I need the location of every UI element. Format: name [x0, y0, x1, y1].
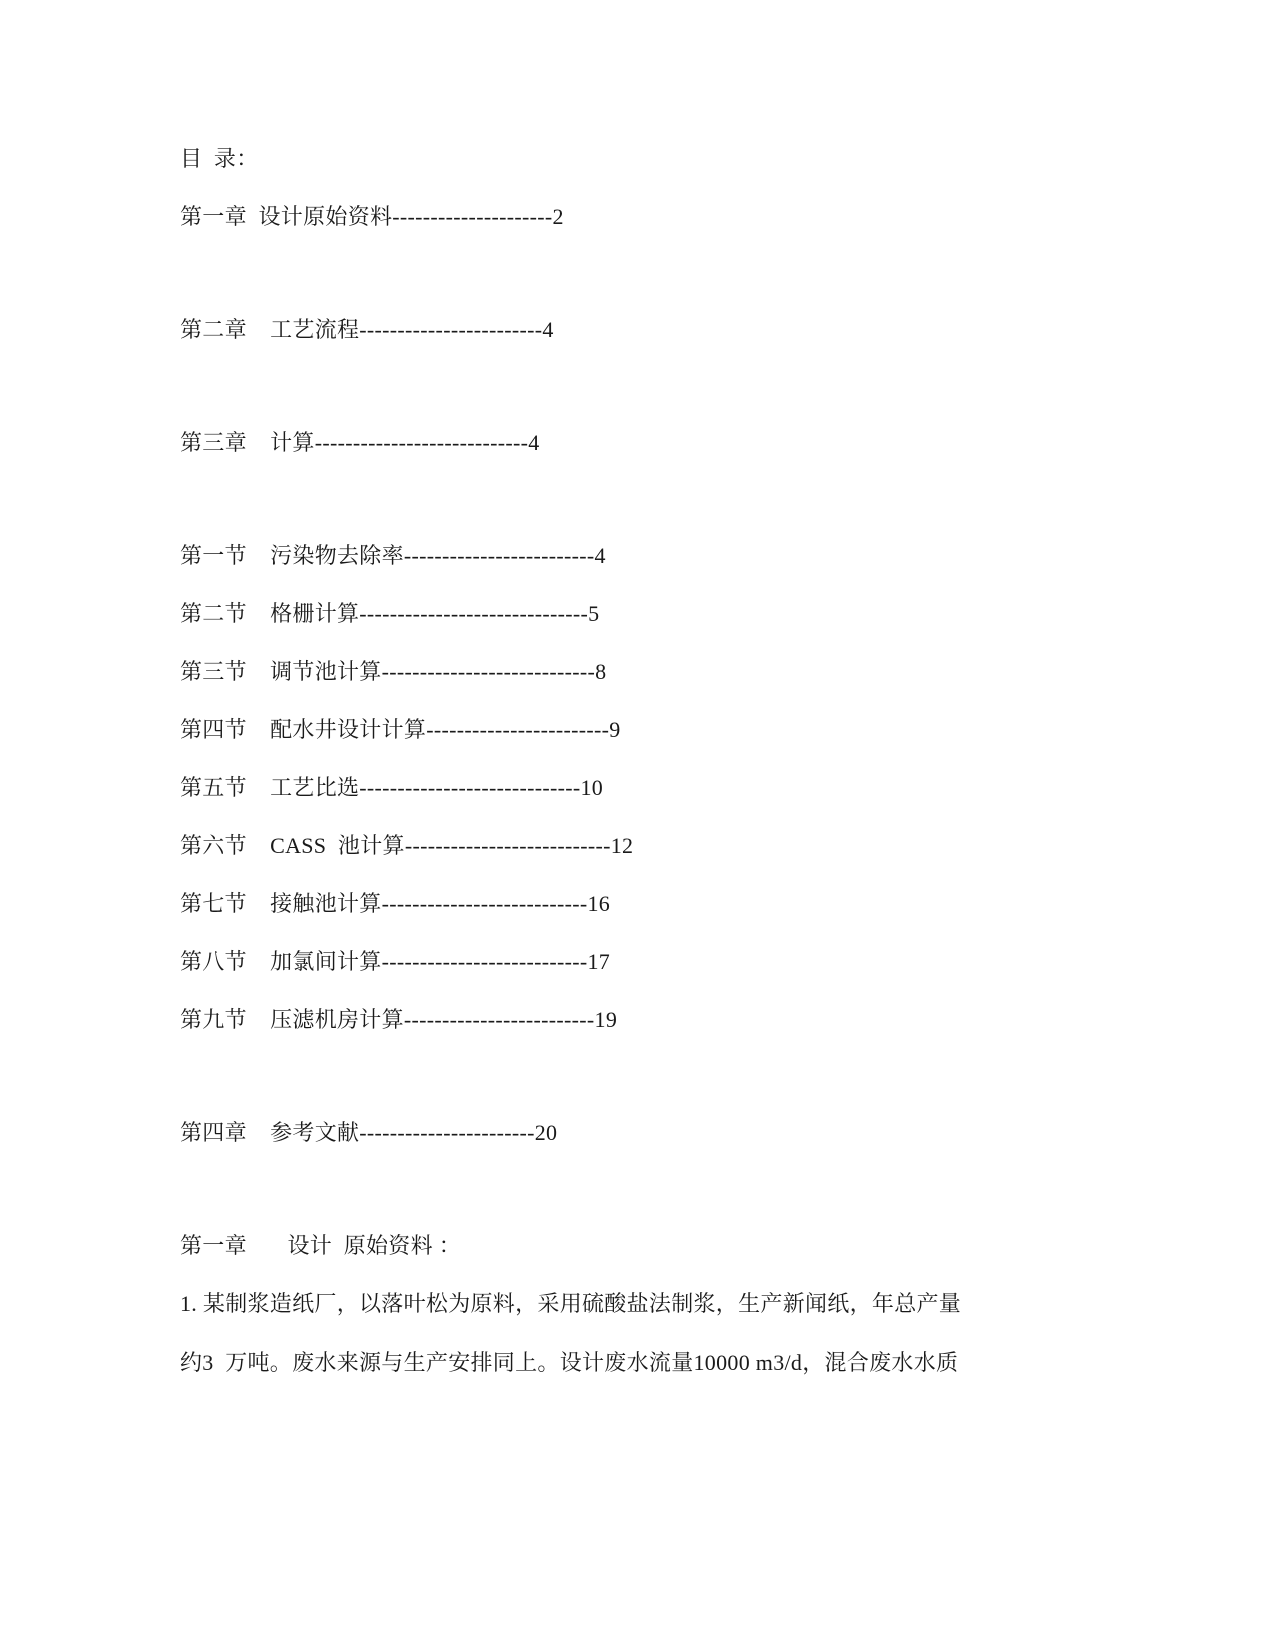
toc-entry-section-4[interactable]: 第四节 配水井设计计算------------------------9 [180, 717, 621, 742]
toc-entry-section-5[interactable]: 第五节 工艺比选-----------------------------10 [180, 775, 604, 800]
toc-entry-chapter-1[interactable]: 第一章 设计原始资料---------------------2 [180, 204, 564, 229]
toc-entry-section-3[interactable]: 第三节 调节池计算----------------------------8 [180, 659, 607, 684]
toc-entry-section-1[interactable]: 第一节 污染物去除率-------------------------4 [180, 543, 606, 568]
toc-entry-section-7[interactable]: 第七节 接触池计算---------------------------16 [180, 891, 611, 916]
toc-entry-chapter-3[interactable]: 第三章 计算----------------------------4 [180, 430, 540, 455]
toc-entry-chapter-4[interactable]: 第四章 参考文献-----------------------20 [180, 1120, 558, 1145]
paragraph-line: 约3 万吨。废水来源与生产安排同上。设计废水流量10000 m3/d，混合废水水质 [180, 1350, 959, 1375]
section-heading: 第一章 设计 原始资料 ： [180, 1233, 462, 1258]
toc-entry-chapter-2[interactable]: 第二章 工艺流程------------------------4 [180, 317, 554, 342]
toc-entry-section-6[interactable]: 第六节 CASS 池计算---------------------------12 [180, 833, 634, 858]
toc-title: 目 录： [180, 146, 259, 171]
toc-entry-section-9[interactable]: 第九节 压滤机房计算-------------------------19 [180, 1007, 618, 1032]
toc-entry-section-2[interactable]: 第二节 格栅计算------------------------------5 [180, 601, 600, 626]
toc-entry-section-8[interactable]: 第八节 加氯间计算---------------------------17 [180, 949, 611, 974]
paragraph-line: 1. 某制浆造纸厂，以落叶松为原料，采用硫酸盐法制浆，生产新闻纸，年总产量 [180, 1291, 962, 1316]
